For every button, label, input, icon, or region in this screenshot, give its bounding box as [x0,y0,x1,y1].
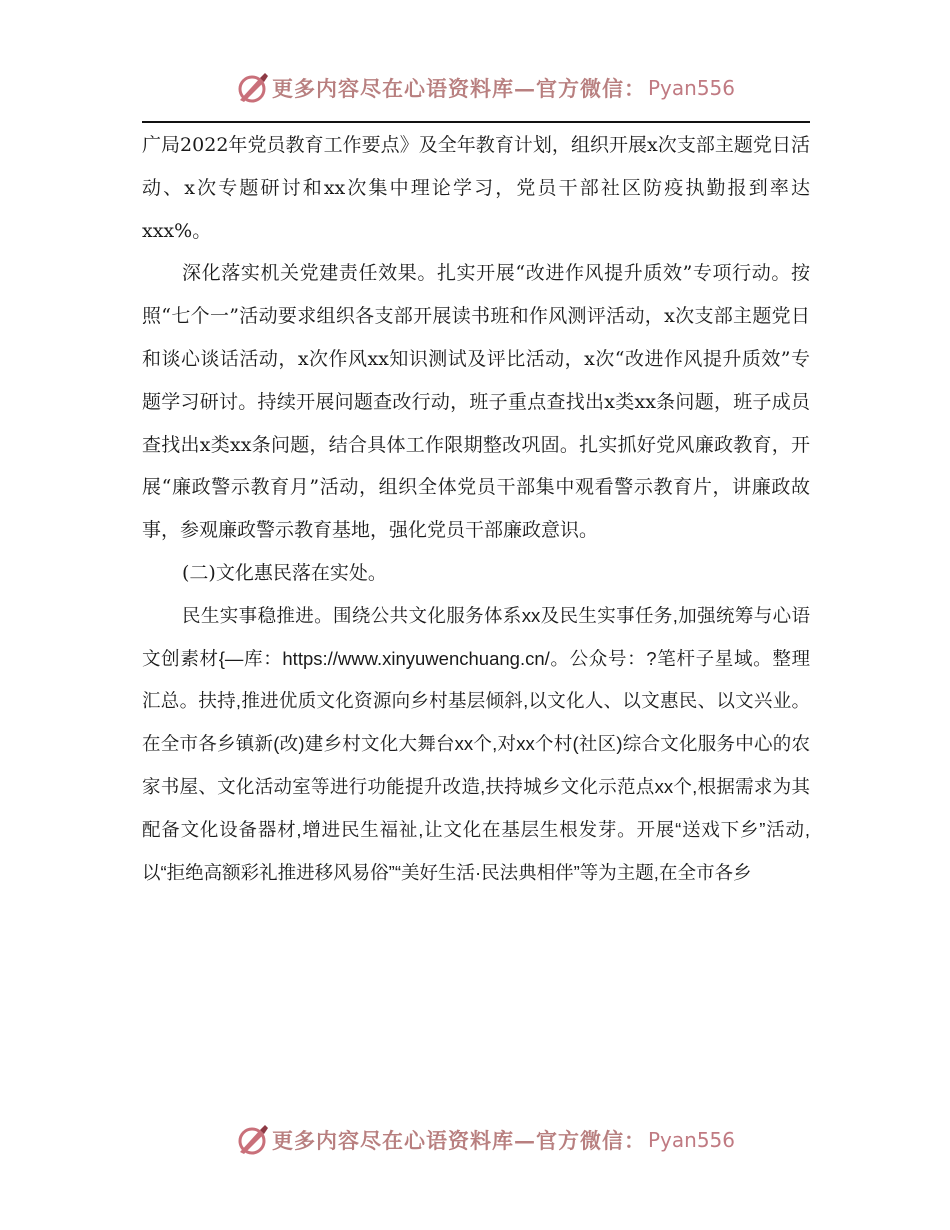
pen-logo-icon [234,70,270,106]
footer-watermark [234,1120,735,1160]
header-watermark [234,68,735,108]
header-divider [142,121,810,123]
document-body [142,124,810,894]
watermark-text: 更多内容尽在心语资料库—官方微信： [272,1128,646,1153]
paragraph-3: 民生实事稳推进。围绕公共文化服务体系xx及民生实事任务,加强统筹与心语文创素材{—库：https://www.xinyuwenchuang.cn/。公众号：?笔杆子星域。整理汇总。扶持,推进优质文化资源向乡村基层倾斜,以文化人、以文惠民、以文兴业。在全市各乡镇新(改)建乡村文化大舞台xx个,对xx个村(社区)综合文化服务中心的农家书屋、文化活动室等进行功能提升改造,扶持城乡文化示范点xx个,根据需求为其配备文化设备器材,增进民生福祉,让文化在基层生根发芽。开展“送戏下乡”活动,以“拒绝高额彩礼推进移风易俗”“美好生活·民法典相伴”等为主题,在全市各乡 [142,604,810,883]
pen-logo-icon [234,1122,270,1158]
watermark-wechat-id: Pyan556 [648,1128,736,1152]
watermark-wechat-id: Pyan556 [648,76,736,100]
section-heading: (二)文化惠民落在实处。 [182,561,387,584]
paragraph-1: 广局2022年党员教育工作要点》及全年教育计划，组织开展x次支部主题党日活动、x次专题研讨和xx次集中理论学习，党员干部社区防疫执勤报到率达xxx%。 [142,134,810,242]
paragraph-2: 深化落实机关党建责任效果。扎实开展“改进作风提升质效”专项行动。按照“七个一”活动要求组织各支部开展读书班和作风测评活动，x次支部主题党日和谈心谈话活动，x次作风xx知识测试及评比活动，x次“改进作风提升质效”专题学习研讨。持续开展问题查改行动，班子重点查找出x类xx条问题，班子成员查找出x类xx条问题，结合具体工作限期整改巩固。扎实抓好党风廉政教育，开展“廉政警示教育月”活动，组织全体党员干部集中观看警示教育片，讲廉政故事，参观廉政警示教育基地，强化党员干部廉政意识。 [142,262,810,542]
watermark-text: 更多内容尽在心语资料库—官方微信： [272,76,646,101]
